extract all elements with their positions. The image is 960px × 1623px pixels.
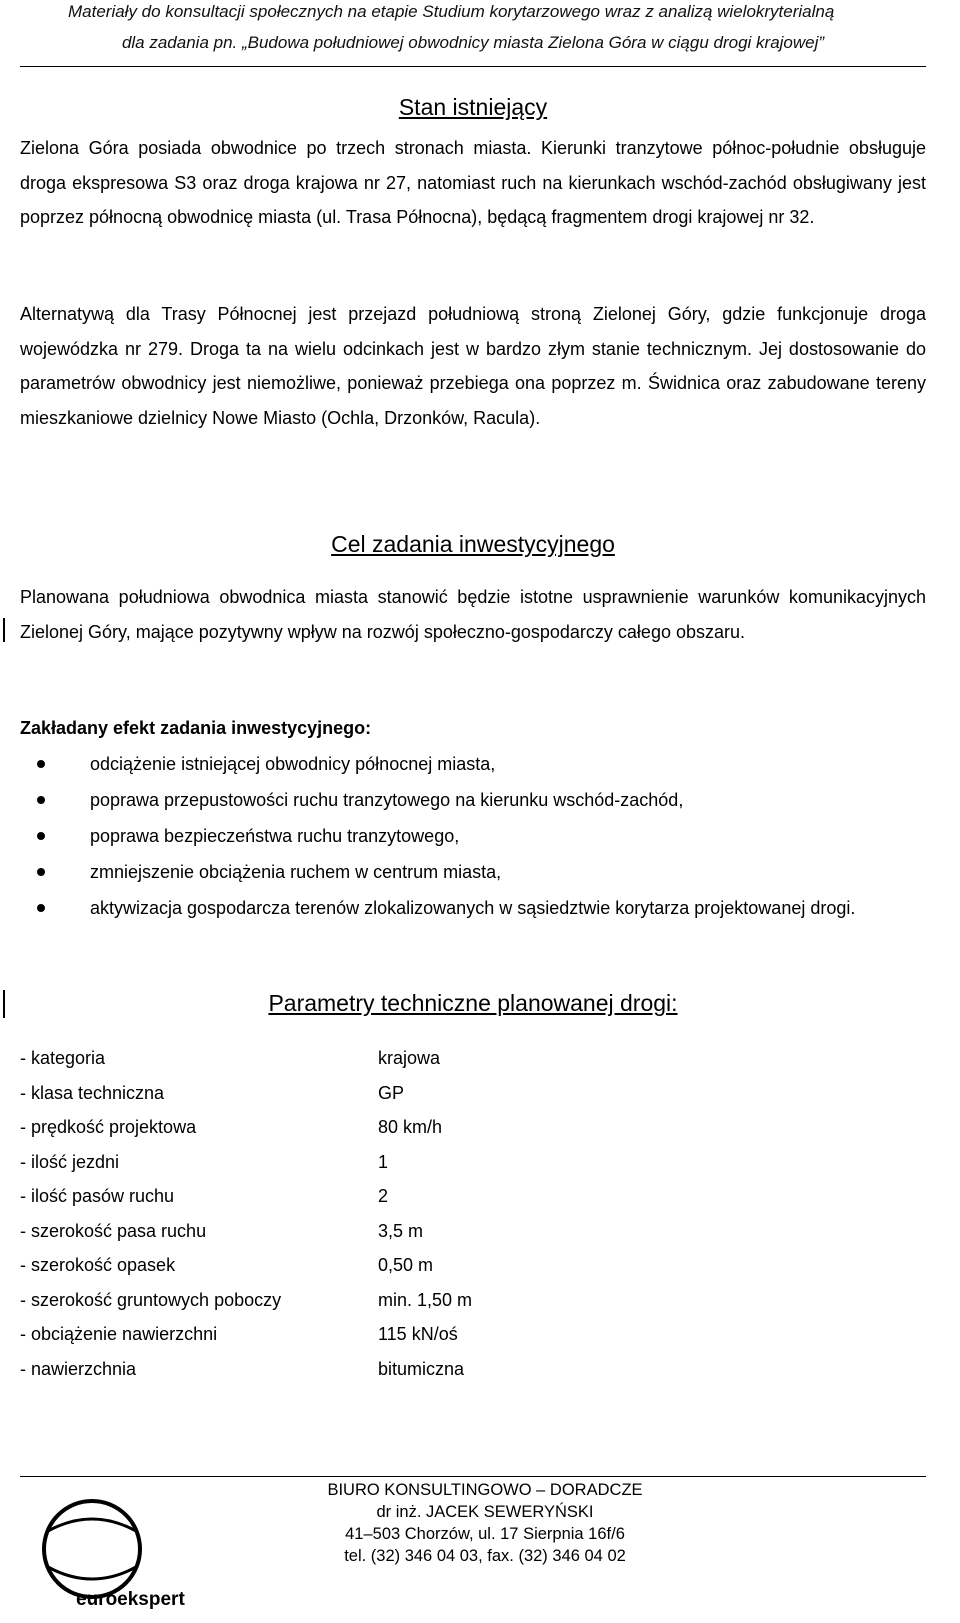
list-item: aktywizacja gospodarcza terenów zlokalizowanych w sąsiedztwie korytarza projektowanej drogi.: [20, 891, 926, 926]
header-line-2: dla zadania pn. „Budowa południowej obwodnicy miasta Zielona Góra w ciągu drogi krajowej”: [121, 33, 825, 52]
euroekspert-logo: [20, 1487, 190, 1617]
bullet-icon: [37, 760, 45, 768]
existing-paragraph-2: Alternatywą dla Trasy Północnej jest przejazd południową stroną Zielonej Góry, gdzie funkcjonuje droga wojewódzka nr 279. Droga ta na wielu odcinkach jest w bardzo złym stanie technicznym. Jej dostosowanie do parametrów obwodnicy jest niemożliwe, ponieważ przebiega ona poprzez m. Świdnica oraz zabudowane tereny mieszkaniowe dzielnicy Nowe Miasto (Ochla, Drzonków, Racula).: [20, 304, 926, 428]
running-header: [20, 0, 926, 67]
goal-paragraph: Planowana południowa obwodnica miasta stanowić będzie istotne usprawnienie warunków komunikacyjnych Zielonej Góry, mające pozytywny wpływ na rozwój społeczno-gospodarczy całego obszaru.: [20, 587, 926, 642]
table-row: - klasa techniczna GP: [20, 1082, 405, 1103]
table-row: - kategoria krajowa: [20, 1048, 441, 1068]
existing-paragraph-1: Zielona Góra posiada obwodnice po trzech stronach miasta. Kierunki tranzytowe północ-południe obsługuje droga ekspresowa S3 oraz droga krajowa nr 27, natomiast ruch na kierunkach wschód-zachód obsługiwany jest poprzez północną obwodnicę miasta (ul. Trasa Północna), będącą fragmentem drogi krajowej nr 32.: [20, 138, 926, 227]
footer-address: [270, 1479, 700, 1567]
effects-heading: Zakładany efekt zadania inwestycyjnego:: [20, 718, 372, 738]
change-bar: [3, 990, 5, 1018]
bullet-icon: [37, 832, 45, 840]
list-item: poprawa przepustowości ruchu tranzytowego na kierunku wschód-zachód,: [20, 783, 926, 818]
list-item: odciążenie istniejącej obwodnicy północnej miasta,: [20, 747, 926, 782]
list-item: zmniejszenie obciążenia ruchem w centrum miasta,: [20, 855, 926, 890]
svg-text:euroekspert: euroekspert: [76, 1589, 185, 1610]
header-line-1: Materiały do konsultacji społecznych na etapie Studium korytarzowego wraz z analizą wielokryterialną: [68, 2, 835, 21]
table-row: - szerokość pasa ruchu 3,5 m: [20, 1220, 424, 1241]
section-title-goal: Cel zadania inwestycyjnego: [331, 531, 615, 557]
footer-line-3: 41–503 Chorzów, ul. 17 Sierpnia 16f/6: [345, 1525, 625, 1543]
change-bar: [3, 618, 5, 642]
list-item: poprawa bezpieczeństwa ruchu tranzytowego,: [20, 819, 926, 854]
params-table: [20, 1041, 720, 1386]
section-title-params: Parametry techniczne planowanej drogi:: [268, 990, 678, 1016]
effects-list: [20, 747, 926, 927]
footer-line-4: tel. (32) 346 04 03, fax. (32) 346 04 02: [344, 1547, 626, 1565]
section-title-existing: Stan istniejący: [398, 94, 548, 120]
table-row: - szerokość gruntowych poboczy min. 1,50 m: [20, 1289, 473, 1310]
bullet-icon: [37, 796, 45, 804]
table-row: - nawierzchnia bitumiczna: [20, 1358, 465, 1379]
table-row: - ilość jezdni 1: [20, 1151, 389, 1172]
bullet-icon: [37, 868, 45, 876]
bullet-icon: [37, 904, 45, 912]
page-footer: [20, 1476, 926, 1623]
footer-line-1: BIURO KONSULTINGOWO – DORADCZE: [327, 1481, 643, 1499]
table-row: - obciążenie nawierzchni 115 kN/oś: [20, 1324, 458, 1344]
table-row: - szerokość opasek 0,50 m: [20, 1255, 434, 1275]
footer-line-2: dr inż. JACEK SEWERYŃSKI: [376, 1503, 594, 1521]
table-row: - ilość pasów ruchu 2: [20, 1186, 389, 1206]
table-row: - prędkość projektowa 80 km/h: [20, 1117, 443, 1137]
